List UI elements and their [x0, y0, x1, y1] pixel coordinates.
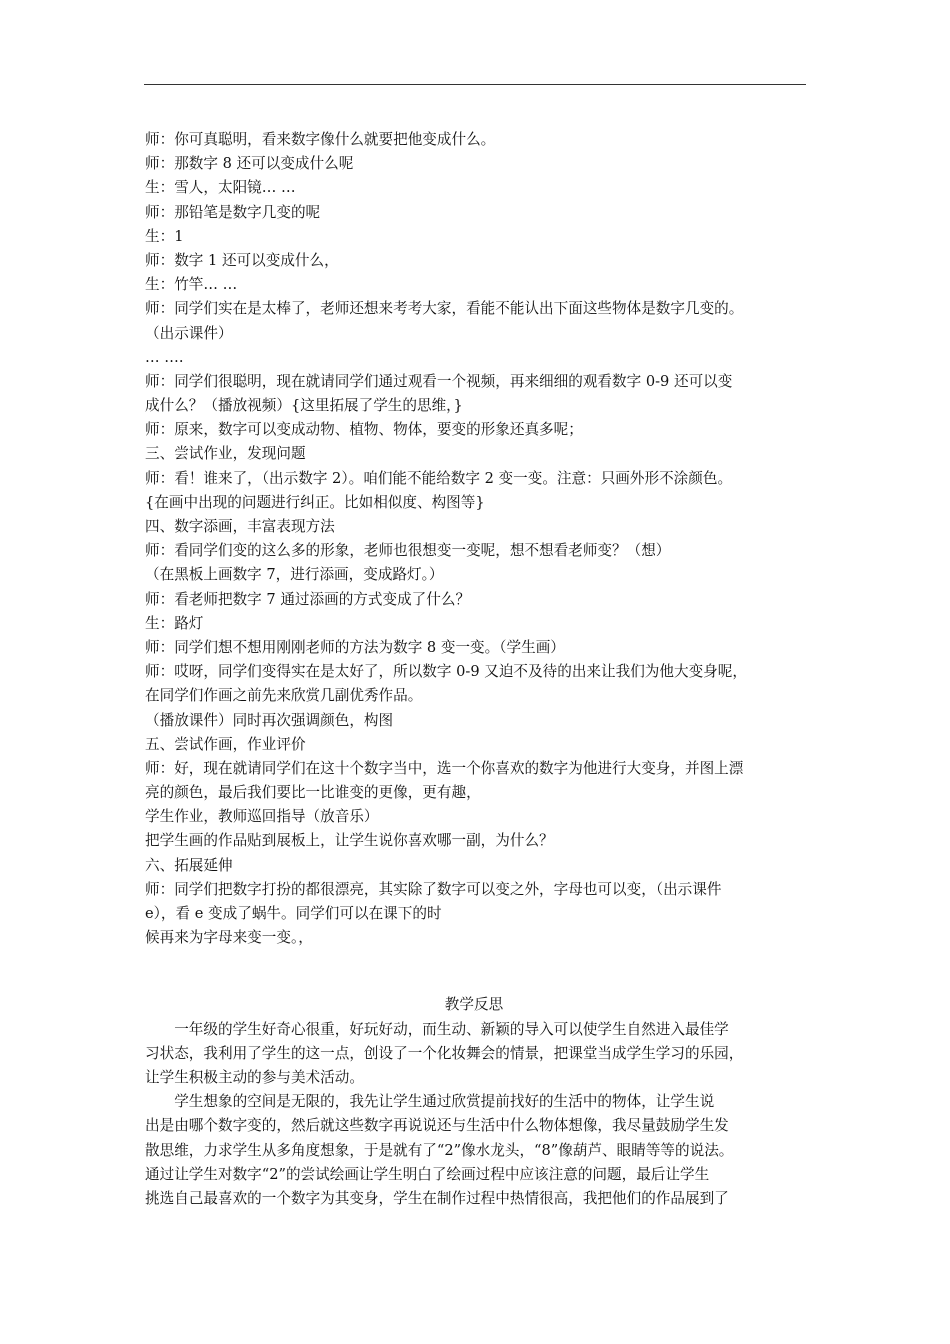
text-line: 把学生画的作品贴到展板上，让学生说你喜欢哪一副，为什么？ [145, 832, 554, 850]
section-heading: 五、尝试作画，作业评价 [145, 735, 306, 753]
text-line: 生：路灯 [145, 614, 204, 632]
text-line: 师：看老师把数字 7 通过添画的方式变成了什么？ [145, 590, 471, 608]
text-line: e），看 e 变成了蜗牛。同学们可以在课下的时 [145, 905, 442, 922]
text-line: 学生作业，教师巡回指导（放音乐） [145, 808, 379, 826]
document-body [145, 128, 815, 1211]
section-gap [145, 950, 815, 993]
text-line: … …. [145, 348, 184, 366]
text-line: 师：同学们实在是太棒了，老师还想来考考大家，看能不能认出下面这些物体是数字几变的。 [145, 300, 744, 318]
paragraph-line: 散思维，力求学生从多角度想象，于是就有了“2”像水龙头，“8”像葫芦、眼睛等等的说法。 [145, 1141, 734, 1159]
text-line: 师：那铅笔是数字几变的呢 [145, 203, 321, 221]
header-rule [144, 84, 806, 85]
section-heading: 六、拓展延伸 [145, 856, 233, 874]
text-line: 师：原来，数字可以变成动物、植物、物体，要变的形象还真多呢； [145, 421, 583, 439]
text-line: 在同学们作画之前先来欣赏几副优秀作品。 [145, 687, 423, 705]
text-line: 师：同学们很聪明，现在就请同学们通过观看一个视频，再来细细的观看数字 0-9 还可以变 [145, 372, 733, 390]
text-line: 师：数字 1 还可以变成什么， [145, 251, 339, 269]
text-line: 师：同学们想不想用刚刚老师的方法为数字 8 变一变。（学生画） [145, 638, 565, 656]
paragraph-line: 挑选自己最喜欢的一个数字为其变身，学生在制作过程中热情很高，我把他们的作品展到了 [145, 1189, 729, 1207]
text-line: 成什么？（播放视频）{这里拓展了学生的思维，} [145, 397, 463, 415]
text-line: 师：看！谁来了，（出示数字 2）。咱们能不能给数字 2 变一变。注意：只画外形不涂颜色。 [145, 469, 733, 487]
text-line: 师：哎呀，同学们变得实在是太好了，所以数字 0-9 又迫不及待的出来让我们为他大变身呢， [145, 663, 747, 681]
text-line: 师：那数字 8 还可以变成什么呢 [145, 155, 354, 173]
text-line: 师：同学们把数字打扮的都很漂亮，其实除了数字可以变之外，字母也可以变，（出示课件 [145, 880, 722, 898]
text-line: 亮的颜色，最后我们要比一比谁变的更像，更有趣， [145, 784, 481, 802]
text-line: 生：1 [145, 227, 184, 245]
section-heading: 四、数字添画，丰富表现方法 [145, 518, 335, 535]
section-heading: 三、尝试作业，发现问题 [145, 445, 306, 463]
reflection-section [145, 1018, 815, 1212]
text-line: 生：雪人，太阳镜… … [145, 179, 296, 197]
text-line: 师：你可真聪明，看来数字像什么就要把他变成什么。 [145, 131, 496, 148]
text-line: 师：看同学们变的这么多的形象，老师也很想变一变呢，想不想看老师变？（想） [145, 542, 671, 560]
text-line: 候再来为字母来变一变。， [145, 929, 313, 947]
paragraph-line: 出是由哪个数字变的，然后就这些数字再说说还与生活中什么物体想像，我尽量鼓励学生发 [145, 1117, 729, 1135]
paragraph-line: 习状态，我利用了学生的这一点，创设了一个化妆舞会的情景，把课堂当成学生学习的乐园， [145, 1044, 744, 1062]
paragraph-line: 通过让学生对数字“2”的尝试绘画让学生明白了绘画过程中应该注意的问题，最后让学生 [145, 1165, 710, 1183]
text-line: （出示课件） [145, 324, 233, 342]
paragraph-line: 一年级的学生好奇心很重，好玩好动，而生动、新颖的导入可以使学生自然进入最佳学 [174, 1020, 729, 1038]
text-line: （播放课件）同时再次强调颜色，构图 [145, 711, 394, 729]
paragraph-line: 学生想象的空间是无限的，我先让学生通过欣赏提前找好的生活中的物体，让学生说 [174, 1093, 715, 1111]
paragraph-line: 让学生积极主动的参与美术活动。 [145, 1068, 364, 1086]
text-line: 师：好，现在就请同学们在这十个数字当中，选一个你喜欢的数字为他进行大变身，并图上漂 [145, 759, 744, 777]
section-title: 教学反思 [444, 996, 504, 1014]
text-line: 生：竹竿… … [145, 276, 238, 294]
dialogue-section [145, 128, 815, 950]
text-line: {在画中出现的问题进行纠正。比如相似度、构图等} [145, 493, 485, 511]
text-line: （在黑板上画数字 7，进行添画，变成路灯。） [145, 566, 444, 584]
